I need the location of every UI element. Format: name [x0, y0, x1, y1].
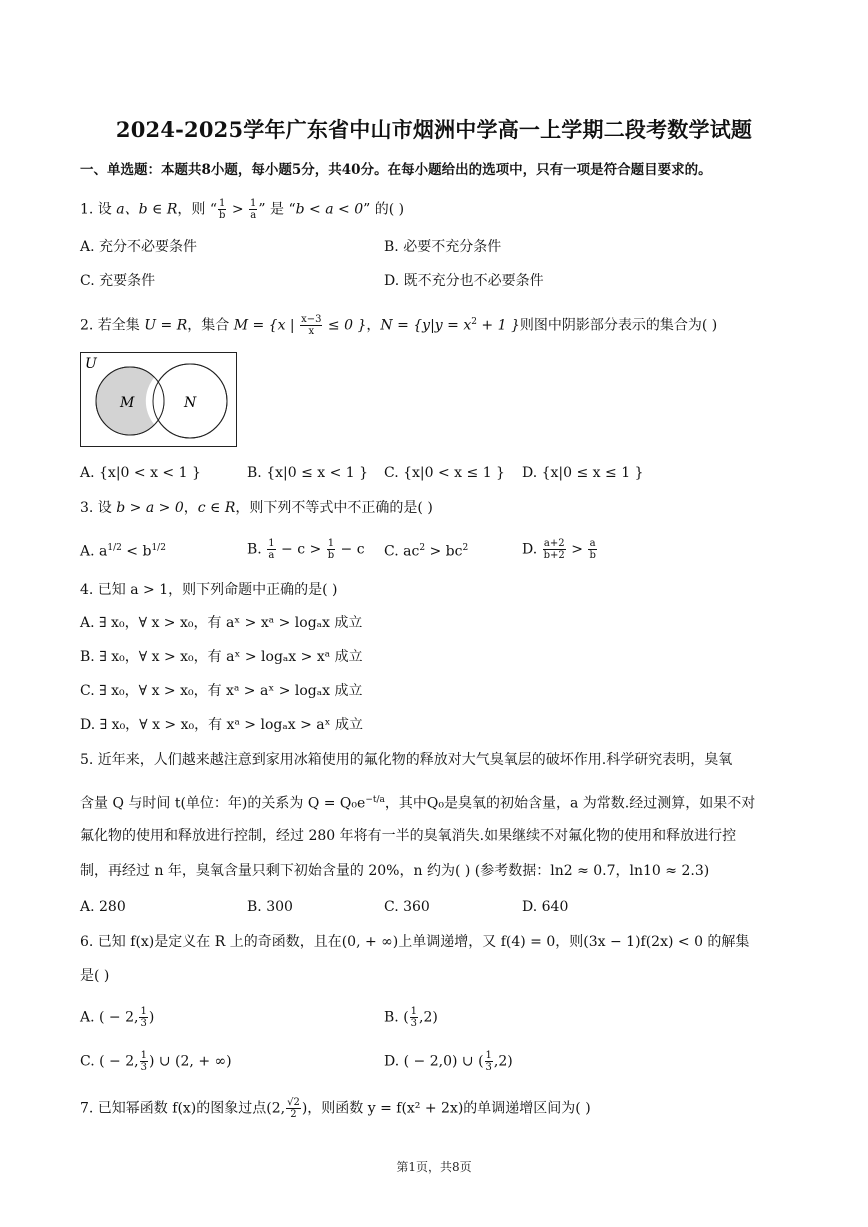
question-4-stem: 4. 已知 a > 1，则下列命题中正确的是( )	[80, 582, 338, 598]
question-5-line-4: 制，再经过 n 年，臭氧含量只剩下初始含量的 20%，n 约为( ) (参考数据：ln2 ≈ 0.7，ln10 ≈ 2.3)	[80, 863, 710, 879]
question-1-option-d: D. 既不充分也不必要条件	[384, 273, 544, 289]
venn-label-u: U	[85, 356, 97, 372]
question-6-option-c: C. ( − 2, $\frac{1}{3}$ ) ∪ (2, + ∞)	[80, 1050, 232, 1073]
question-4-option-c: C. ∃ x₀，∀ x > x₀，有 xᵃ > aˣ > logₐx 成立	[80, 683, 363, 699]
question-5-line-1: 5. 近年来，人们越来越注意到家用冰箱使用的氟化物的释放对大气臭氧层的破坏作用.科学研究表明，臭氧	[80, 752, 733, 768]
page-title: 2024-2025学年广东省中山市烟洲中学高一上学期二段考数学试题	[115, 117, 753, 142]
question-5-option-a: A. 280	[80, 899, 126, 915]
question-7-stem: 7. 已知幂函数 f(x)的图象过点(2, $\frac{√2}{2}$ )，则函数 y = f(x² + 2x)的单调递增区间为( )	[80, 1097, 591, 1120]
question-2-option-a: A. {x|0 < x < 1 }	[80, 465, 201, 481]
question-2-option-d: D. {x|0 ≤ x ≤ 1 }	[522, 465, 644, 481]
question-1-option-b: B. 必要不充分条件	[384, 239, 502, 255]
question-3-option-a: A. $a^{1/2} < b^{1/2}$	[80, 543, 166, 560]
question-5-line-3: 氟化物的使用和释放进行控制，经过 280 年将有一半的臭氧消失.如果继续不对氟化物的使用和释放进行控	[80, 828, 737, 844]
question-2-option-b: B. {x|0 ≤ x < 1 }	[247, 465, 369, 481]
question-5-option-d: D. 640	[522, 899, 569, 915]
question-4-option-b: B. ∃ x₀，∀ x > x₀，有 aˣ > logₐx > xᵃ 成立	[80, 649, 363, 665]
venn-diagram	[80, 352, 238, 448]
question-1-option-c: C. 充要条件	[80, 273, 156, 289]
section-heading: 一、单选题：本题共8小题，每小题5分，共40分。在每小题给出的选项中，只有一项是符合题目要求的。	[80, 162, 712, 178]
question-2-stem: 2. 若全集 U = R，集合 M = {x | $\frac{x-3}{x}$ ≤ 0 }，$N = \{y|y = x^2 + 1$ }则图中阴影部分表示的集合为( )	[80, 314, 718, 338]
venn-label-m: M	[120, 395, 135, 411]
question-6-option-a: A. ( − 2, $\frac{1}{3}$ )	[80, 1006, 155, 1029]
question-4-option-d: D. ∃ x₀，∀ x > x₀，有 xᵃ > logₐx > aˣ 成立	[80, 717, 364, 733]
question-4-option-a: A. ∃ x₀，∀ x > x₀，有 aˣ > xᵃ > logₐx 成立	[80, 615, 363, 631]
question-3-stem: 3. 设 b > a > 0，c ∈ R，则下列不等式中不正确的是( )	[80, 500, 433, 516]
fraction: $\frac{1}{a}$	[250, 198, 257, 221]
question-5-line-2: 含量 Q 与时间 t(单位：年)的关系为 $Q = Q_0e^{-t/a}$，其中Q₀是臭氧的初始含量，a 为常数.经过测算，如果不对	[80, 795, 756, 812]
question-1-stem: 1. 设 a、b ∈ R，则 “ $\frac{1}{b}$ > $\frac{1}{a}$ ” 是 “b < a < 0” 的( )	[80, 198, 405, 221]
question-6-line-2: 是( )	[80, 968, 110, 984]
question-3-option-b: B. $\frac{1}{a}$ − c > $\frac{1}{b}$ − c	[247, 538, 365, 561]
venn-label-n: N	[184, 395, 197, 411]
fraction: $\frac{1}{b}$	[219, 198, 226, 221]
question-1-option-a: A. 充分不必要条件	[80, 239, 198, 255]
question-6-option-b: B. ( $\frac{1}{3}$ ,2)	[384, 1006, 438, 1029]
question-3-option-c: C. $ac^2 > bc^2$	[384, 543, 469, 560]
question-5-option-b: B. 300	[247, 899, 293, 915]
question-6-option-d: D. ( − 2,0) ∪ ( $\frac{1}{3}$ ,2)	[384, 1050, 513, 1073]
question-6-line-1: 6. 已知 f(x)是定义在 R 上的奇函数，且在(0, + ∞)上单调递增，又 f(4) = 0，则(3x − 1)f(2x) < 0 的解集	[80, 934, 750, 950]
fraction: $\frac{x-3}{x}$	[301, 314, 322, 338]
question-5-option-c: C. 360	[384, 899, 430, 915]
question-2-option-c: C. {x|0 < x ≤ 1 }	[384, 465, 505, 481]
question-3-option-d: D. $\frac{a+2}{b+2}$ > $\frac{a}{b}$	[522, 538, 596, 561]
page-footer: 第1页，共8页	[396, 1160, 472, 1174]
